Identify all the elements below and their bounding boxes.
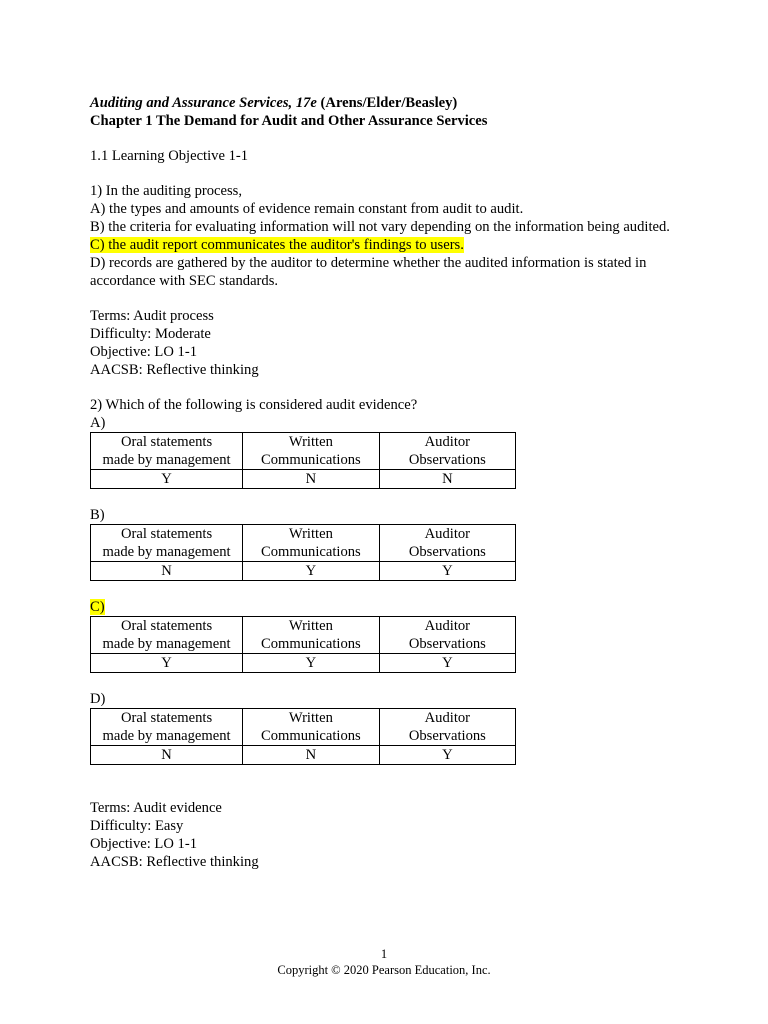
question-2-terms: Terms: Audit evidence — [90, 800, 222, 816]
table-cell: Y — [379, 654, 515, 673]
header-oral-statements: Oral statements made by management — [91, 433, 243, 470]
table-row — [91, 746, 516, 765]
table-cell: Y — [91, 654, 243, 673]
table-row — [91, 470, 516, 489]
question-1-option-a: A) the types and amounts of evidence remain constant from audit to audit. — [90, 201, 524, 217]
question-2-aacsb: AACSB: Reflective thinking — [90, 854, 259, 870]
table-cell: Y — [379, 746, 515, 765]
header-auditor-observations: Auditor Observations — [379, 525, 515, 562]
question-2-option-b-table — [90, 524, 516, 581]
header-written-communications: Written Communications — [243, 617, 380, 654]
question-2-option-c-label — [90, 598, 680, 616]
question-1-option-b: B) the criteria for evaluating information will not vary depending on the information being audited. — [90, 219, 670, 235]
question-1-terms: Terms: Audit process — [90, 308, 214, 324]
question-1-objective: Objective: LO 1-1 — [90, 344, 197, 360]
question-1-option-d: D) records are gathered by the auditor to determine whether the audited information is stated in accordance with SEC standards. — [90, 255, 647, 289]
table-header-row — [91, 525, 516, 562]
table-row — [91, 562, 516, 581]
header-auditor-observations: Auditor Observations — [379, 617, 515, 654]
page-number: 1 — [380, 947, 388, 961]
question-2-option-c-table — [90, 616, 516, 673]
header-oral-statements: Oral statements made by management — [91, 709, 243, 746]
header-oral-statements: Oral statements made by management — [91, 617, 243, 654]
table-cell: Y — [243, 562, 380, 581]
answer-highlight: C) — [90, 599, 105, 615]
table-cell: Y — [379, 562, 515, 581]
document-page — [90, 94, 680, 871]
question-2-option-a-label: A) — [90, 415, 106, 431]
chapter-title: Chapter 1 The Demand for Audit and Other Assurance Services — [90, 113, 488, 129]
table-row — [91, 654, 516, 673]
table-cell: N — [91, 746, 243, 765]
header-auditor-observations: Auditor Observations — [379, 709, 515, 746]
table-cell: N — [243, 470, 380, 489]
book-authors: (Arens/Elder/Beasley) — [316, 95, 458, 111]
table-cell: Y — [91, 470, 243, 489]
question-2-option-d-table — [90, 708, 516, 765]
table-cell: N — [379, 470, 515, 489]
table-header-row — [91, 617, 516, 654]
copyright-notice: Copyright © 2020 Pearson Education, Inc. — [277, 963, 491, 977]
question-1-stem: 1) In the auditing process, — [90, 183, 242, 199]
header-written-communications: Written Communications — [243, 433, 380, 470]
table-header-row — [91, 709, 516, 746]
question-2-option-d-label: D) — [90, 691, 106, 707]
question-2-stem: 2) Which of the following is considered audit evidence? — [90, 397, 418, 413]
book-title: Auditing and Assurance Services, 17e — [90, 95, 317, 111]
table-cell: N — [91, 562, 243, 581]
answer-highlight: C) the audit report communicates the auditor's findings to users. — [90, 237, 464, 253]
book-title-line — [90, 94, 680, 112]
question-1-aacsb: AACSB: Reflective thinking — [90, 362, 259, 378]
question-1-option-c-answer — [90, 236, 680, 254]
header-oral-statements: Oral statements made by management — [91, 525, 243, 562]
question-2-option-b-label: B) — [90, 507, 105, 523]
table-cell: N — [243, 746, 380, 765]
question-2-objective: Objective: LO 1-1 — [90, 836, 197, 852]
header-written-communications: Written Communications — [243, 525, 380, 562]
question-2-difficulty: Difficulty: Easy — [90, 818, 184, 834]
question-2-option-a-table — [90, 432, 516, 489]
section-heading: 1.1 Learning Objective 1-1 — [90, 148, 249, 164]
question-1-difficulty: Difficulty: Moderate — [90, 326, 211, 342]
header-written-communications: Written Communications — [243, 709, 380, 746]
table-cell: Y — [243, 654, 380, 673]
table-header-row — [91, 433, 516, 470]
header-auditor-observations: Auditor Observations — [379, 433, 515, 470]
